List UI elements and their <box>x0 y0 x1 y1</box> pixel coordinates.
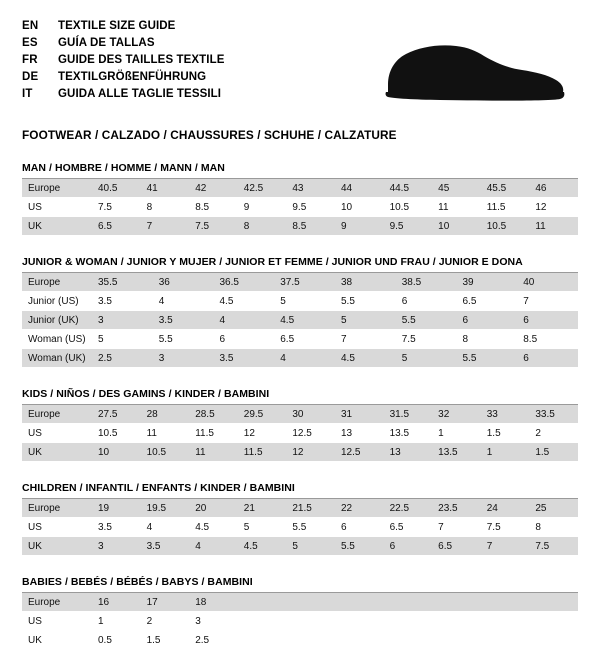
cell: 4.5 <box>189 518 238 537</box>
cell: 1 <box>481 443 530 462</box>
cell: 4 <box>141 518 190 537</box>
cell-empty <box>432 593 481 612</box>
cell: 28 <box>141 405 190 424</box>
row-label: Europe <box>22 179 92 198</box>
cell: 6 <box>517 311 578 330</box>
cell-empty <box>384 631 433 650</box>
cell: 24 <box>481 499 530 518</box>
cell: 12.5 <box>335 443 384 462</box>
section-title: CHILDREN / INFANTIL / ENFANTS / KINDER / BAMBINI <box>22 482 578 499</box>
cell-empty <box>529 631 578 650</box>
cell: 11 <box>141 424 190 443</box>
cell: 5 <box>92 330 153 349</box>
cell: 19.5 <box>141 499 190 518</box>
cell: 9.5 <box>286 198 335 217</box>
language-title: TEXTILE SIZE GUIDE <box>58 20 176 32</box>
section-title: JUNIOR & WOMAN / JUNIOR Y MUJER / JUNIOR ET FEMME / JUNIOR UND FRAU / JUNIOR E DONA <box>22 256 578 273</box>
cell: 36.5 <box>214 273 275 292</box>
table-row <box>22 292 578 311</box>
cell: 7.5 <box>529 537 578 556</box>
cell: 8 <box>141 198 190 217</box>
row-label: Europe <box>22 405 92 424</box>
cell: 5.5 <box>396 311 457 330</box>
cell: 18 <box>189 593 238 612</box>
cell: 10 <box>432 217 481 236</box>
table-row <box>22 499 578 518</box>
cell-empty <box>384 612 433 631</box>
language-row <box>22 52 225 68</box>
section-babies <box>22 576 578 650</box>
cell: 3.5 <box>92 292 153 311</box>
cell: 3 <box>92 311 153 330</box>
cell: 19 <box>92 499 141 518</box>
cell: 4 <box>274 349 335 368</box>
cell: 44 <box>335 179 384 198</box>
cell: 16 <box>92 593 141 612</box>
cell: 1.5 <box>141 631 190 650</box>
cell: 13.5 <box>432 443 481 462</box>
table-row <box>22 217 578 236</box>
cell: 12 <box>286 443 335 462</box>
table-row <box>22 311 578 330</box>
language-row <box>22 86 225 102</box>
section-title: MAN / HOMBRE / HOMME / MANN / MAN <box>22 162 578 179</box>
language-code: DE <box>22 71 39 83</box>
language-title: GUÍA DE TALLAS <box>58 37 155 49</box>
cell: 1 <box>92 612 141 631</box>
cell: 45 <box>432 179 481 198</box>
cell: 7 <box>481 537 530 556</box>
language-code: EN <box>22 20 39 32</box>
row-label: Europe <box>22 499 92 518</box>
cell: 11 <box>529 217 578 236</box>
cell: 5 <box>286 537 335 556</box>
cell: 7 <box>141 217 190 236</box>
cell: 42.5 <box>238 179 287 198</box>
cell: 2.5 <box>189 631 238 650</box>
cell-empty <box>238 612 287 631</box>
row-label: UK <box>22 537 92 556</box>
cell: 11.5 <box>189 424 238 443</box>
table-row <box>22 443 578 462</box>
row-label: Woman (US) <box>22 330 92 349</box>
cell-empty <box>529 612 578 631</box>
cell: 10.5 <box>141 443 190 462</box>
cell: 4.5 <box>274 311 335 330</box>
cell: 12 <box>529 198 578 217</box>
cell: 7 <box>517 292 578 311</box>
cell: 10 <box>335 198 384 217</box>
cell: 5.5 <box>335 537 384 556</box>
cell: 5 <box>238 518 287 537</box>
cell: 6 <box>457 311 518 330</box>
table-row <box>22 179 578 198</box>
cell: 7.5 <box>481 518 530 537</box>
cell: 31.5 <box>384 405 433 424</box>
cell: 7 <box>335 330 396 349</box>
cell: 33 <box>481 405 530 424</box>
cell-empty <box>432 612 481 631</box>
cell-empty <box>481 631 530 650</box>
cell: 11 <box>432 198 481 217</box>
language-row <box>22 18 225 34</box>
cell: 8.5 <box>286 217 335 236</box>
cell: 11 <box>189 443 238 462</box>
cell: 4.5 <box>335 349 396 368</box>
cell: 5.5 <box>335 292 396 311</box>
cell: 13.5 <box>384 424 433 443</box>
cell-empty <box>384 593 433 612</box>
row-label: Europe <box>22 593 92 612</box>
cell-empty <box>335 612 384 631</box>
size-table-man <box>22 179 578 236</box>
cell: 6 <box>384 537 433 556</box>
cell: 42 <box>189 179 238 198</box>
cell: 2 <box>141 612 190 631</box>
language-title-list <box>22 18 225 103</box>
table-row <box>22 273 578 292</box>
cell: 8 <box>238 217 287 236</box>
cell: 10 <box>92 443 141 462</box>
cell: 6.5 <box>457 292 518 311</box>
table-row <box>22 349 578 368</box>
page-header <box>22 18 578 112</box>
cell: 8.5 <box>517 330 578 349</box>
row-label: Junior (UK) <box>22 311 92 330</box>
cell: 38.5 <box>396 273 457 292</box>
cell: 9 <box>238 198 287 217</box>
cell: 7.5 <box>396 330 457 349</box>
cell: 8.5 <box>189 198 238 217</box>
cell-empty <box>238 593 287 612</box>
cell: 12.5 <box>286 424 335 443</box>
cell: 4 <box>153 292 214 311</box>
row-label: US <box>22 518 92 537</box>
cell: 11.5 <box>481 198 530 217</box>
cell: 6.5 <box>92 217 141 236</box>
cell: 46 <box>529 179 578 198</box>
cell: 39 <box>457 273 518 292</box>
cell: 44.5 <box>384 179 433 198</box>
cell-empty <box>286 612 335 631</box>
cell: 13 <box>335 424 384 443</box>
cell: 3 <box>189 612 238 631</box>
cell: 41 <box>141 179 190 198</box>
cell: 5 <box>396 349 457 368</box>
cell: 6 <box>214 330 275 349</box>
cell: 6 <box>517 349 578 368</box>
cell-empty <box>481 612 530 631</box>
cell: 3.5 <box>153 311 214 330</box>
cell: 6.5 <box>384 518 433 537</box>
row-label: US <box>22 198 92 217</box>
language-code: IT <box>22 88 33 100</box>
section-kids <box>22 388 578 462</box>
language-title: TEXTILGRÖßENFÜHRUNG <box>58 71 207 83</box>
cell: 8 <box>529 518 578 537</box>
size-table-children <box>22 499 578 556</box>
row-label: US <box>22 612 92 631</box>
cell: 5 <box>335 311 396 330</box>
cell: 43 <box>286 179 335 198</box>
cell: 3.5 <box>141 537 190 556</box>
table-row <box>22 198 578 217</box>
cell: 13 <box>384 443 433 462</box>
cell: 2.5 <box>92 349 153 368</box>
cell: 3 <box>92 537 141 556</box>
cell: 6 <box>396 292 457 311</box>
cell-empty <box>335 593 384 612</box>
row-label: UK <box>22 631 92 650</box>
cell-empty <box>286 593 335 612</box>
cell-empty <box>335 631 384 650</box>
cell: 3.5 <box>92 518 141 537</box>
cell: 23.5 <box>432 499 481 518</box>
cell: 7 <box>432 518 481 537</box>
cell: 20 <box>189 499 238 518</box>
cell: 5.5 <box>457 349 518 368</box>
cell: 1.5 <box>481 424 530 443</box>
cell: 6.5 <box>274 330 335 349</box>
cell: 10.5 <box>92 424 141 443</box>
table-row <box>22 330 578 349</box>
cell: 29.5 <box>238 405 287 424</box>
section-title: KIDS / NIÑOS / DES GAMINS / KINDER / BAMBINI <box>22 388 578 405</box>
cell: 0.5 <box>92 631 141 650</box>
cell: 9.5 <box>384 217 433 236</box>
language-code: ES <box>22 37 38 49</box>
cell: 4.5 <box>214 292 275 311</box>
cell: 36 <box>153 273 214 292</box>
cell: 10.5 <box>481 217 530 236</box>
cell: 7.5 <box>189 217 238 236</box>
cell: 38 <box>335 273 396 292</box>
dress-shoe-icon <box>380 32 570 112</box>
language-row <box>22 69 225 85</box>
cell-empty <box>238 631 287 650</box>
cell: 27.5 <box>92 405 141 424</box>
language-row <box>22 35 225 51</box>
cell-empty <box>481 593 530 612</box>
row-label: Europe <box>22 273 92 292</box>
cell: 30 <box>286 405 335 424</box>
cell: 17 <box>141 593 190 612</box>
table-row <box>22 424 578 443</box>
cell: 31 <box>335 405 384 424</box>
cell: 8 <box>457 330 518 349</box>
size-table-kids <box>22 405 578 462</box>
cell: 6.5 <box>432 537 481 556</box>
cell: 5.5 <box>153 330 214 349</box>
cell: 10.5 <box>384 198 433 217</box>
cell-empty <box>432 631 481 650</box>
section-man <box>22 162 578 236</box>
cell: 4 <box>189 537 238 556</box>
cell-empty <box>529 593 578 612</box>
cell: 4.5 <box>238 537 287 556</box>
cell: 35.5 <box>92 273 153 292</box>
row-label: US <box>22 424 92 443</box>
cell: 22 <box>335 499 384 518</box>
cell: 11.5 <box>238 443 287 462</box>
table-row <box>22 518 578 537</box>
cell: 7.5 <box>92 198 141 217</box>
cell: 1 <box>432 424 481 443</box>
cell: 37.5 <box>274 273 335 292</box>
section-title: BABIES / BEBÉS / BÉBÉS / BABYS / BAMBINI <box>22 576 578 593</box>
cell: 5.5 <box>286 518 335 537</box>
footwear-heading: FOOTWEAR / CALZADO / CHAUSSURES / SCHUHE / CALZATURE <box>22 128 397 142</box>
cell: 3 <box>153 349 214 368</box>
cell: 2 <box>529 424 578 443</box>
row-label: UK <box>22 217 92 236</box>
cell: 5 <box>274 292 335 311</box>
size-table-junior-woman <box>22 273 578 368</box>
cell: 22.5 <box>384 499 433 518</box>
cell: 25 <box>529 499 578 518</box>
table-row <box>22 405 578 424</box>
cell: 45.5 <box>481 179 530 198</box>
cell: 3.5 <box>214 349 275 368</box>
section-children <box>22 482 578 556</box>
cell: 21.5 <box>286 499 335 518</box>
table-row <box>22 593 578 612</box>
cell: 33.5 <box>529 405 578 424</box>
cell: 21 <box>238 499 287 518</box>
cell: 1.5 <box>529 443 578 462</box>
table-row <box>22 631 578 650</box>
size-table-babies <box>22 593 578 650</box>
row-label: Woman (UK) <box>22 349 92 368</box>
cell-empty <box>286 631 335 650</box>
cell: 32 <box>432 405 481 424</box>
cell: 9 <box>335 217 384 236</box>
cell: 28.5 <box>189 405 238 424</box>
section-junior-woman <box>22 256 578 368</box>
cell: 40.5 <box>92 179 141 198</box>
language-code: FR <box>22 54 38 66</box>
language-title: GUIDE DES TAILLES TEXTILE <box>58 54 225 66</box>
cell: 6 <box>335 518 384 537</box>
table-row <box>22 537 578 556</box>
row-label: UK <box>22 443 92 462</box>
language-title: GUIDA ALLE TAGLIE TESSILI <box>58 88 222 100</box>
cell: 4 <box>214 311 275 330</box>
cell: 12 <box>238 424 287 443</box>
row-label: Junior (US) <box>22 292 92 311</box>
table-row <box>22 612 578 631</box>
cell: 40 <box>517 273 578 292</box>
